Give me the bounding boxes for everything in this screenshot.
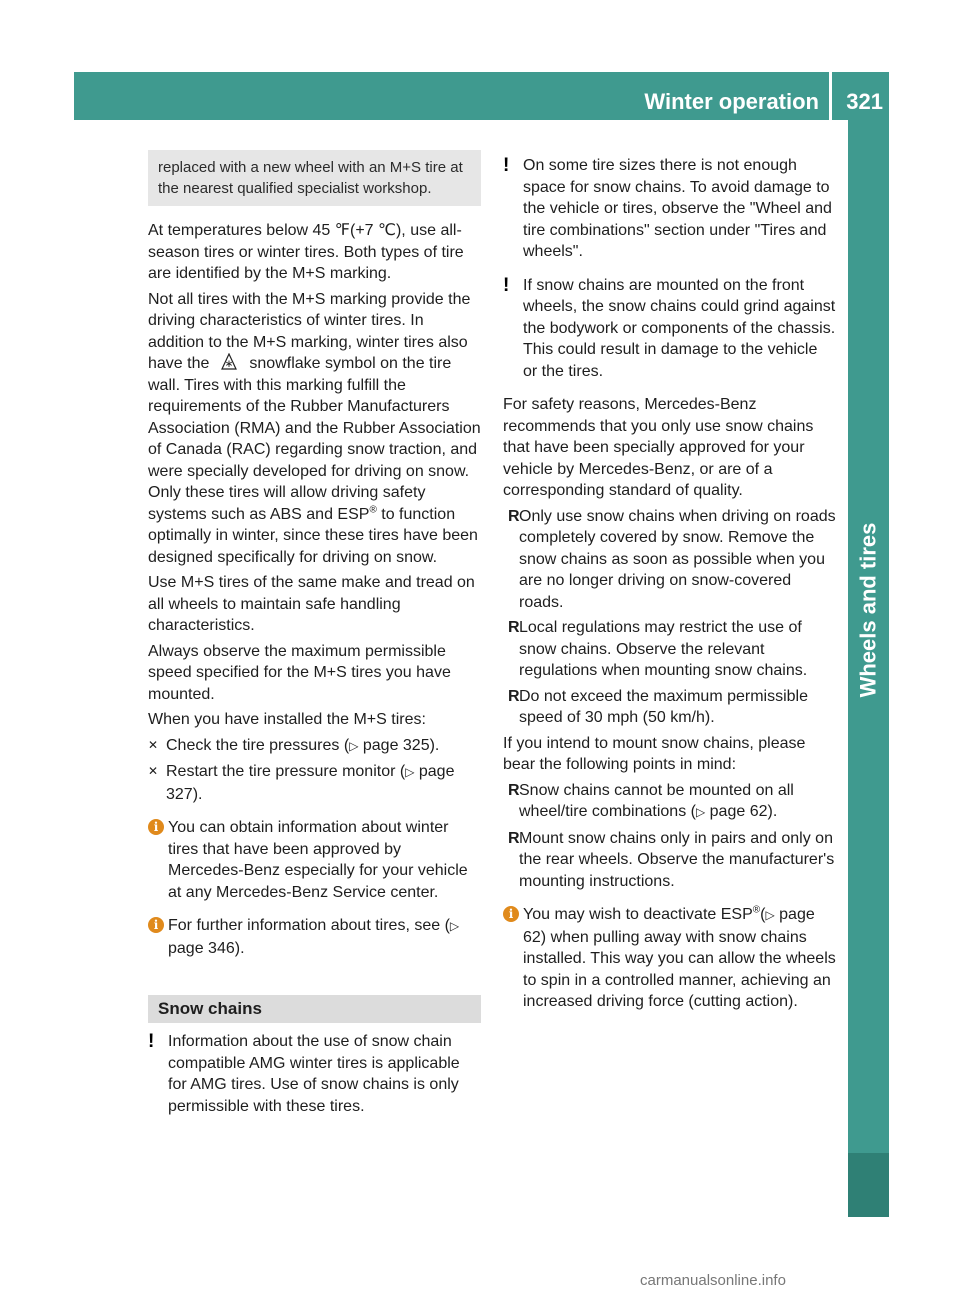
bullet-icon: R — [508, 507, 520, 525]
paragraph-m-s-marking — [148, 289, 481, 569]
warning-note-front-wheels — [503, 275, 836, 383]
paragraph-installed: When you have installed the M+S tires: — [148, 711, 426, 728]
page-number: 321 — [846, 89, 883, 114]
page-ref-icon: ▷ — [349, 738, 359, 753]
page-ref-icon: ▷ — [405, 765, 415, 779]
paragraph-same-make: Use M+S tires of the same make and tread on all wheels to maintain safe handling characteristics. — [148, 574, 475, 634]
page-ref-link[interactable]: page 62). — [705, 803, 778, 820]
paragraph-intend-mount: If you intend to mount snow chains, please bear the following points in mind: — [503, 734, 806, 773]
bullet-icon: R — [508, 619, 520, 636]
page-ref-link[interactable]: page 327). — [166, 763, 455, 803]
snowflake-symbol-icon — [221, 353, 237, 371]
page-ref-icon: ▷ — [765, 908, 775, 922]
bullet-item — [503, 780, 836, 824]
info-note-further-info — [148, 915, 481, 959]
warning-text: On some tire sizes there is not enough space for snow chains. To avoid damage to the vehicle or tires, observe the "Wheel and tire combinations" section under "Tires and wheels". — [523, 157, 832, 260]
section-heading-snow-chains: Snow chains — [148, 995, 481, 1023]
warning-icon: ! — [503, 274, 510, 296]
info-note-text-2: page 62) when pulling away with snow chains installed. This way you can allow the wheels to spin in a controlled manner, achieving an increased driving force (cutting action). — [523, 906, 836, 1010]
registered-mark: ® — [369, 504, 377, 516]
side-tab-marker — [848, 1153, 889, 1217]
step-text: Check the tire pressures ( — [166, 736, 350, 754]
bullet-text: Do not exceed the maximum permissible speed of 30 mph (50 km/h). — [519, 687, 809, 726]
bullet-item — [503, 506, 836, 614]
bullet-text: Only use snow chains when driving on roads completely covered by snow. Remove the snow chains as soon as possible when you are no longer driving on snow-covered roads. — [519, 507, 836, 611]
info-note-text: For further information about tires, see ( — [168, 917, 450, 934]
bullet-icon: R — [508, 781, 520, 799]
info-note-esp — [503, 904, 836, 1013]
warning-icon: ! — [148, 1031, 155, 1052]
step-arrow-icon: ✕ — [148, 737, 159, 752]
header-divider — [829, 72, 832, 120]
step-arrow-icon: ✕ — [148, 764, 159, 778]
continued-note-box: replaced with a new wheel with an M+S tire at the nearest qualified specialist workshop. — [148, 150, 481, 206]
page-ref-link[interactable]: page 346). — [168, 939, 245, 957]
watermark: carmanualsonline.info — [640, 1272, 786, 1289]
warning-text: Information about the use of snow chain compatible AMG winter tires is applicable for AMG tires. Use of snow chains is only permissible with these tires. — [168, 1033, 460, 1115]
warning-icon: ! — [503, 155, 510, 176]
bullet-text: Snow chains cannot be mounted on all wheel/tire combinations ( — [519, 781, 794, 820]
bullet-text: Local regulations may restrict the use of snow chains. Observe the relevant regulations when mounting snow chains. — [519, 619, 808, 679]
paragraph-m-s-marking-text-2: snowflake symbol on the tire wall. Tires with this marking fulfill the requirements of the Rubber Manufacturers Association (RMA) and the Rubber Association of Canada (RAC) regarding snow traction, and were specially developed for driving on snow. Only these tires will allow driving safety systems such as ABS and ESP — [148, 355, 481, 523]
right-column — [503, 155, 836, 1025]
header-bar — [74, 72, 889, 120]
left-column — [148, 150, 481, 1129]
info-icon: i — [148, 819, 164, 835]
bullet-item — [503, 617, 836, 682]
bullet-icon: R — [508, 687, 520, 705]
paragraph-temperature: At temperatures below 45 ℉(+7 ℃), use all-season tires or winter tires. Both types of tire are identified by the M+S marking. — [148, 222, 464, 282]
warning-text: If snow chains are mounted on the front wheels, the snow chains could grind against the bodywork or components of the chassis. This could result in damage to the vehicle or the tires. — [523, 276, 836, 380]
page-ref-link[interactable]: page 325). — [358, 736, 440, 754]
registered-mark: ® — [752, 904, 761, 916]
info-icon: i — [503, 906, 519, 922]
warning-note-tire-sizes — [503, 155, 836, 263]
step-restart-monitor — [148, 761, 481, 805]
paragraph-max-speed: Always observe the maximum permissible speed specified for the M+S tires you have mounted. — [148, 642, 451, 703]
info-note-text: You may wish to deactivate ESP — [523, 906, 753, 923]
page-ref-icon: ▷ — [449, 919, 460, 933]
bullet-item — [503, 686, 836, 729]
bullet-item — [503, 828, 836, 893]
paragraph-m-s-marking-text: Not all tires with the M+S marking provide the driving characteristics of winter tires. In addition to the M+S marking, winter tires also have the — [148, 290, 471, 372]
side-tab-label: Wheels and tires — [855, 522, 881, 698]
info-icon: i — [148, 917, 164, 933]
step-text: Restart the tire pressure monitor ( — [166, 763, 406, 780]
section-title: Winter operation — [644, 89, 819, 114]
info-note-text: You can obtain information about winter tires that have been approved by Mercedes-Benz especially for your vehicle at any Mercedes-Benz Service center. — [168, 819, 468, 901]
bullet-text: Mount snow chains only in pairs and only on the rear wheels. Observe the manufacturer's mounting instructions. — [519, 829, 835, 890]
warning-note-amg — [148, 1031, 481, 1117]
side-tab-label-wrap — [848, 420, 889, 800]
paragraph-safety-reasons: For safety reasons, Mercedes-Benz recommends that you only use snow chains that have been specially approved for your vehicle by Mercedes-Benz, or are of a corresponding standard of quality. — [503, 396, 814, 499]
info-note-paren: ( — [760, 906, 766, 923]
bullet-icon: R — [508, 829, 520, 847]
info-note-winter-tires — [148, 817, 481, 903]
page-ref-icon: ▷ — [695, 805, 706, 819]
paragraph-m-s-marking-text-3: to function optimally in winter, since these tires have been designed specifically for driving on snow. — [148, 505, 478, 566]
step-check-pressure — [148, 735, 481, 758]
